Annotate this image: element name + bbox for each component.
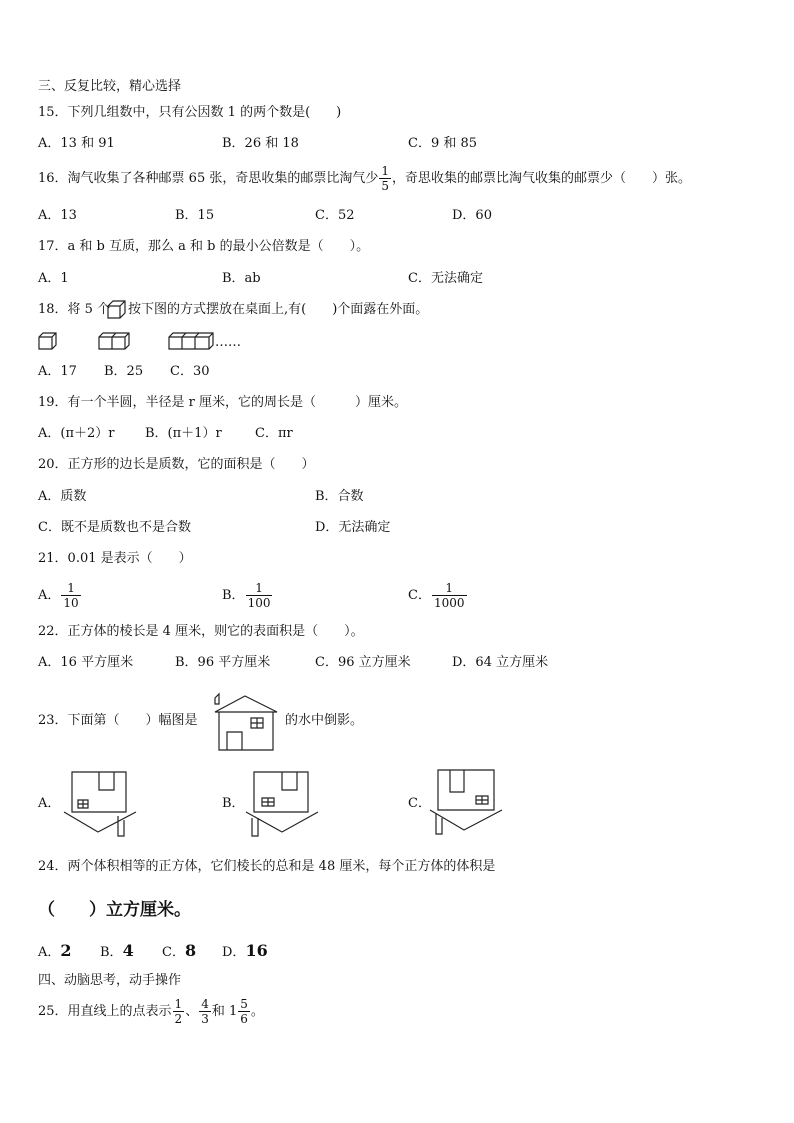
q23-stem-pre: 23．下面第（ ）幅图是 bbox=[38, 713, 198, 728]
q21-option-a-label: A． bbox=[38, 588, 61, 603]
q21-option-a bbox=[38, 579, 82, 613]
q25-separator: 、 bbox=[185, 1004, 199, 1019]
q25-stem bbox=[38, 995, 264, 1029]
q18-stem-pre: 18．将 5 个 bbox=[38, 302, 111, 317]
house-figure bbox=[207, 694, 283, 752]
q18-option-c: C．30 bbox=[170, 364, 210, 379]
q24-option-a-value: 2 bbox=[60, 941, 72, 960]
section-heading-3: 三、反复比较，精心选择 bbox=[38, 79, 182, 94]
three-cubes-figure bbox=[168, 332, 214, 350]
cube-icon bbox=[107, 300, 127, 320]
q20-stem: 20．正方形的边长是质数，它的面积是（ ） bbox=[38, 457, 315, 472]
q21-stem: 21．0.01 是表示（ ） bbox=[38, 551, 192, 566]
q24-option-c-label: C． bbox=[162, 945, 185, 960]
section-heading-4: 四、动脑思考，动手操作 bbox=[38, 973, 182, 988]
q20-option-a: A．质数 bbox=[38, 489, 87, 504]
q16-option-b: B．15 bbox=[175, 208, 215, 223]
q18-option-a: A．17 bbox=[38, 364, 77, 379]
q16-option-d: D．60 bbox=[452, 208, 492, 223]
q24-option-c bbox=[162, 940, 196, 964]
q16-option-c: C．52 bbox=[315, 208, 355, 223]
q21-option-c-num: 1 bbox=[445, 581, 454, 595]
q16-stem-pre: 16．淘气收集了各种邮票 65 张，奇思收集的邮票比淘气少 bbox=[38, 171, 379, 186]
q24-option-d-label: D． bbox=[222, 945, 246, 960]
q16-option-a: A．13 bbox=[38, 208, 77, 223]
q24-option-b-label: B． bbox=[100, 945, 123, 960]
q18-stem-post: 按下图的方式摆放在桌面上,有( )个面露在外面。 bbox=[128, 302, 429, 317]
q25-fraction-1 bbox=[173, 997, 185, 1026]
q21-option-c bbox=[408, 579, 468, 613]
reflection-b-figure bbox=[244, 770, 324, 838]
q24-stem-line2: （ ）立方厘米。 bbox=[38, 900, 191, 920]
q25-stem-pre: 25．用直线上的点表示 bbox=[38, 1004, 172, 1019]
q24-option-b bbox=[100, 940, 134, 964]
q22-stem: 22．正方体的棱长是 4 厘米，则它的表面积是（ ）。 bbox=[38, 624, 364, 639]
q18-option-b: B．25 bbox=[104, 364, 144, 379]
q15-option-a: A．13 和 91 bbox=[38, 136, 115, 151]
q21-option-b bbox=[222, 579, 273, 613]
q22-option-d: D．64 立方厘米 bbox=[452, 655, 549, 670]
two-cubes-figure bbox=[98, 332, 130, 350]
q25-and: 和 1 bbox=[211, 1004, 238, 1019]
q17-option-c: C．无法确定 bbox=[408, 271, 483, 286]
q20-option-b: B．合数 bbox=[315, 489, 364, 504]
q22-option-c: C．96 立方厘米 bbox=[315, 655, 411, 670]
q21-option-b-label: B． bbox=[222, 588, 245, 603]
q25-fraction-3 bbox=[238, 997, 250, 1026]
q21-option-c-den: 1000 bbox=[433, 596, 465, 610]
q24-stem-line1 bbox=[38, 855, 495, 879]
q24-option-a-label: A． bbox=[38, 945, 61, 960]
q15-option-b: B．26 和 18 bbox=[222, 136, 299, 151]
q20-option-d: D．无法确定 bbox=[315, 520, 391, 535]
q15-stem: 15．下列几组数中，只有公因数 1 的两个数是( ) bbox=[38, 105, 342, 120]
q23-option-b-label: B． bbox=[222, 796, 245, 811]
q21-option-c-label: C． bbox=[408, 588, 431, 603]
one-cube-figure bbox=[38, 332, 58, 350]
q16-stem-post: ，奇思收集的邮票比淘气收集的邮票少（ ）张。 bbox=[392, 171, 692, 186]
q24-option-d-value: 16 bbox=[245, 941, 268, 960]
q25-fraction-1-num: 1 bbox=[174, 997, 183, 1011]
q21-option-b-den: 100 bbox=[247, 596, 271, 610]
q24-stem-line1-text: 24．两个体积相等的正方体，它们棱长的总和是 48 厘米，每个正方体的体积是 bbox=[38, 859, 496, 874]
q22-option-a: A．16 平方厘米 bbox=[38, 655, 134, 670]
q16-fraction-num: 1 bbox=[381, 164, 389, 178]
q24-option-a bbox=[38, 940, 72, 964]
q25-fraction-3-den: 6 bbox=[240, 1012, 248, 1026]
q16-fraction bbox=[379, 164, 391, 193]
q25-fraction-2 bbox=[199, 997, 211, 1026]
q21-option-b-num: 1 bbox=[255, 581, 263, 595]
q20-option-c: C．既不是质数也不是合数 bbox=[38, 520, 191, 535]
q18-ellipsis: …… bbox=[215, 335, 241, 350]
q23-option-a-label: A． bbox=[38, 796, 61, 811]
q25-fraction-3-num: 5 bbox=[240, 997, 248, 1011]
q19-stem: 19．有一个半圆，半径是 r 厘米，它的周长是（ ）厘米。 bbox=[38, 395, 408, 410]
q17-option-a: A．1 bbox=[38, 271, 69, 286]
q22-option-b: B．96 平方厘米 bbox=[175, 655, 271, 670]
q21-option-a-fraction bbox=[61, 581, 80, 610]
q16-stem bbox=[38, 164, 691, 194]
q23-option-c-label: C． bbox=[408, 796, 431, 811]
reflection-c-figure bbox=[428, 768, 508, 836]
q21-option-c-fraction bbox=[432, 581, 467, 610]
q19-option-a: A．(π＋2）r bbox=[38, 426, 115, 441]
q25-fraction-2-den: 3 bbox=[201, 1012, 209, 1026]
q24-option-b-value: 4 bbox=[122, 941, 134, 960]
q17-option-b: B．ab bbox=[222, 271, 261, 286]
q25-fraction-1-den: 2 bbox=[174, 1012, 183, 1026]
reflection-a-figure bbox=[62, 770, 142, 838]
q24-option-d bbox=[222, 940, 268, 964]
q21-option-a-den: 10 bbox=[63, 596, 79, 610]
q23-stem-post: 的水中倒影。 bbox=[285, 713, 364, 728]
q17-stem: 17．a 和 b 互质，那么 a 和 b 的最小公倍数是（ ）。 bbox=[38, 239, 370, 254]
q25-fraction-2-num: 4 bbox=[201, 997, 209, 1011]
q19-option-c: C．πr bbox=[255, 426, 293, 441]
q16-fraction-den: 5 bbox=[381, 179, 389, 193]
q24-option-c-value: 8 bbox=[184, 941, 197, 960]
q19-option-b: B．(π＋1）r bbox=[145, 426, 222, 441]
q21-option-a-num: 1 bbox=[67, 581, 75, 595]
q15-option-c: C．9 和 85 bbox=[408, 136, 478, 151]
q21-option-b-fraction bbox=[246, 581, 273, 610]
q25-end: 。 bbox=[250, 1004, 264, 1019]
